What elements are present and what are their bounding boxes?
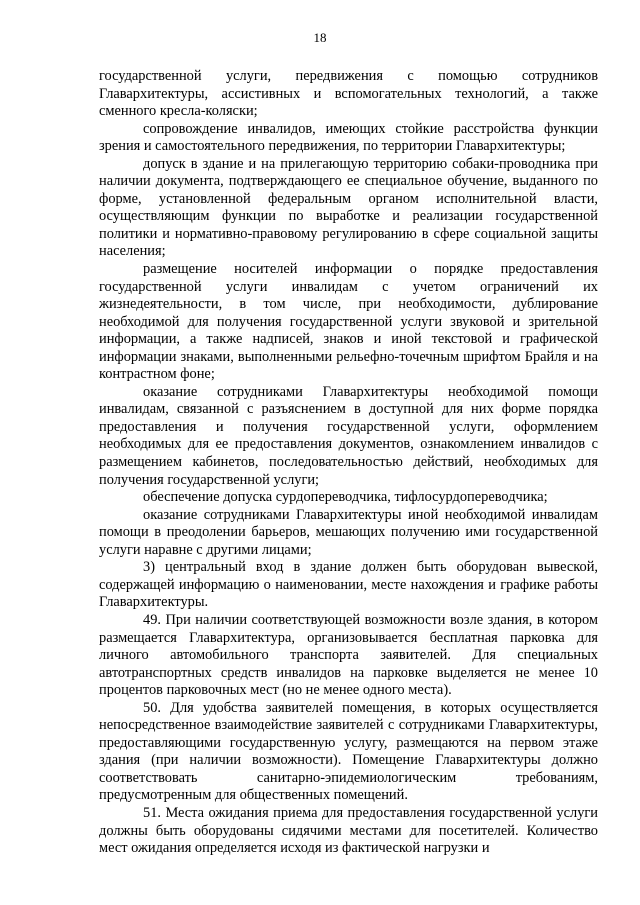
document-body [99, 68, 598, 858]
paragraph: размещение носителей информации о порядке предоставления государственной услуги инвалидам с учетом ограничений их жизнедеятельности, в том числе, при необходимости, дублирование необходимой для получения государственной услуги звуковой и зрительной информации, а также надписей, знаков и иной текстовой и графической информации знаками, выполненными рельефно-точечным шрифтом Брайля и на контрастном фоне; [99, 261, 598, 383]
paragraph: обеспечение допуска сурдопереводчика, тифлосурдопереводчика; [143, 489, 548, 506]
paragraph-continuation: государственной услуги, передвижения с помощью сотрудников Главархитектуры, ассистивных и вспомогательных технологий, а также сменного кресла-коляски; [99, 68, 598, 120]
paragraph: допуск в здание и на прилегающую территорию собаки-проводника при наличии документа, подтверждающего ее специальное обучение, выданного по форме, установленной федеральным органом исполнительной власти, осуществляющим функции по выработке и реализации государственной политики и нормативно-правовому регулированию в сфере социальной защиты населения; [99, 155, 598, 260]
paragraph: оказание сотрудниками Главархитектуры необходимой помощи инвалидам, связанной с разъяснением в доступной для них форме порядка предоставления и получения государственной услуги, оформлением необходимых для ее предоставления документов, ознакомлением инвалидов с размещением кабинетов, последовательностью действий, необходимых для получения государственной услуги; [99, 383, 598, 488]
paragraph: сопровождение инвалидов, имеющих стойкие расстройства функции зрения и самостоятельного передвижения, по территории Главархитектуры; [99, 120, 598, 155]
paragraph: оказание сотрудниками Главархитектуры иной необходимой инвалидам помощи в преодолении барьеров, мешающих получению ими государственной услуги наравне с другими лицами; [99, 506, 598, 558]
paragraph-49: 49. При наличии соответствующей возможности возле здания, в котором размещается Главархитектура, организовывается бесплатная парковка для личного автомобильного транспорта заявителей. Для специальных автотранспортных средств инвалидов на парковке выделяется не менее 10 процентов парковочных мест (но не менее одного места). [99, 611, 598, 699]
paragraph-50: 50. Для удобства заявителей помещения, в которых осуществляется непосредственное взаимодействие заявителей с сотрудниками Главархитектуры, предоставляющими государственную услугу, размещаются на первом этаже здания (при наличии возможности). Помещение Главархитектуры должно соответствовать санитарно-эпидемиологическим требованиям, предусмотренным для общественных помещений. [99, 699, 598, 804]
paragraph-51: 51. Места ожидания приема для предоставления государственной услуги должны быть оборудованы сидячими местами для посетителей. Количество мест ожидания определяется исходя из фактической нагрузки и [99, 804, 598, 857]
paragraph: 3) центральный вход в здание должен быть оборудован вывеской, содержащей информацию о наименовании, месте нахождения и графике работы Главархитектуры. [99, 559, 598, 611]
page-number: 18 [313, 30, 327, 45]
